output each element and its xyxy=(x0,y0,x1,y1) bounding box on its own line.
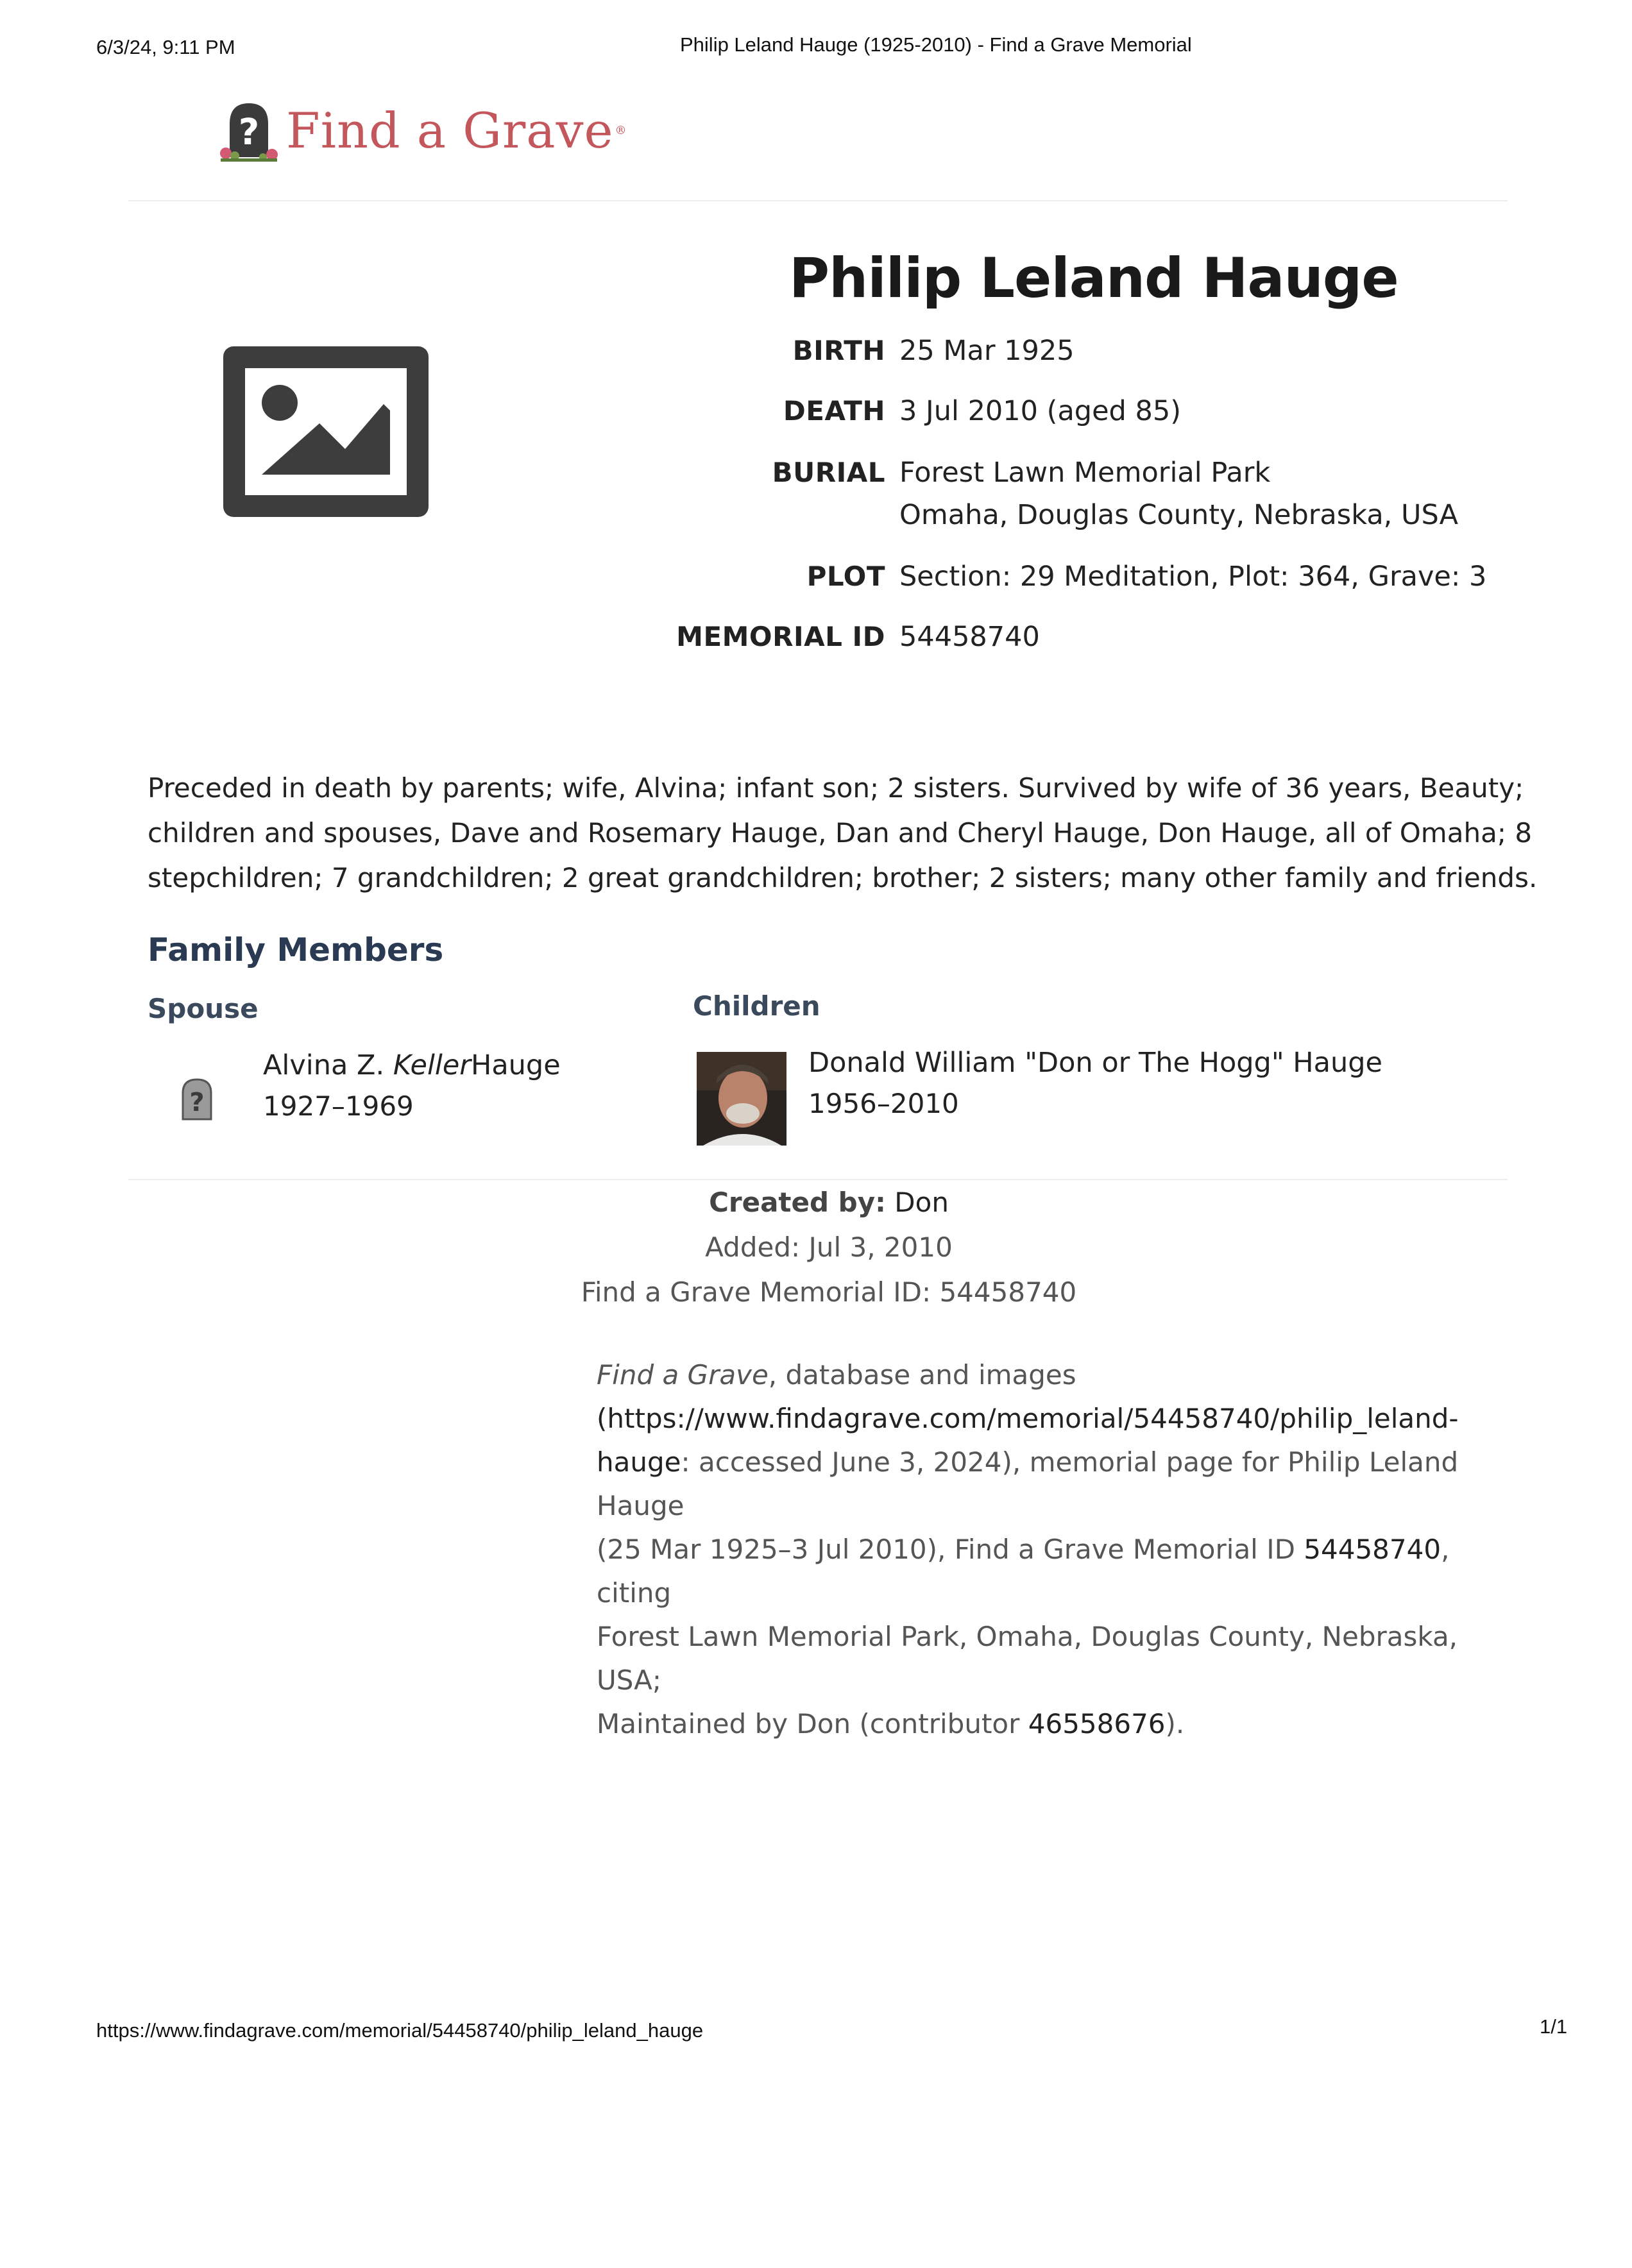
citation-line6-end: ). xyxy=(1165,1708,1185,1739)
created-by-label: Created by: xyxy=(709,1187,886,1218)
burial-label: BURIAL xyxy=(772,457,885,488)
child-dates: 1956–2010 xyxy=(808,1088,959,1119)
memorial-bio: Preceded in death by parents; wife, Alvina; infant son; 2 sisters. Survived by wife of 36 years, Beauty; children and spouses, Dave and Rosemary Hauge, Dan and Cheryl Hauge, Don Hauge, all of Omaha; 8 stepchildren; 7 grandchildren; 2 great grandchildren; brother; 2 sisters; many other family and friends. xyxy=(148,772,1538,893)
citation-url-line1[interactable]: (https://www.findagrave.com/memorial/54458740/philip_leland- xyxy=(597,1403,1459,1434)
family-members-heading: Family Members xyxy=(148,931,444,969)
find-a-grave-memorial-id: Find a Grave Memorial ID: 54458740 xyxy=(581,1276,1077,1308)
birth-label: BIRTH xyxy=(792,335,885,366)
citation-line6: Maintained by Don (contributor xyxy=(597,1708,1028,1739)
citation-memorial-id: 54458740 xyxy=(1304,1534,1441,1565)
memorial-id-value: 54458740 xyxy=(899,621,1040,653)
created-by xyxy=(508,1187,1150,1218)
citation-url-line2[interactable]: hauge xyxy=(597,1446,681,1478)
svg-text:?: ? xyxy=(238,112,260,153)
find-a-grave-logo[interactable] xyxy=(218,95,627,165)
print-footer-page: 1/1 xyxy=(1540,2015,1568,2038)
spouse-heading: Spouse xyxy=(148,993,259,1024)
svg-text:?: ? xyxy=(189,1088,205,1117)
print-datetime: 6/3/24, 9:11 PM xyxy=(96,36,235,58)
print-page-title: Philip Leland Hauge (1925-2010) - Find a Grave Memorial xyxy=(680,33,1192,56)
memorial-photo[interactable] xyxy=(223,346,429,520)
child-photo[interactable] xyxy=(697,1052,786,1148)
print-footer-url: https://www.findagrave.com/memorial/54458740/philip_leland_hauge xyxy=(96,2019,704,2042)
spouse-maiden-name: Keller xyxy=(393,1049,471,1081)
citation-contributor-id: 46558676 xyxy=(1028,1708,1166,1739)
memorial-id-label: MEMORIAL ID xyxy=(676,621,885,652)
citation-part2: : accessed June 3, 2024), memorial page for Philip Leland Hauge xyxy=(597,1446,1459,1521)
citation-line5: Forest Lawn Memorial Park, Omaha, Douglas County, Nebraska, USA; xyxy=(597,1621,1458,1696)
citation-line4-end: , citing xyxy=(597,1534,1450,1609)
plot-value: Section: 29 Meditation, Plot: 364, Grave: 3 xyxy=(899,561,1487,593)
header-divider xyxy=(128,200,1508,201)
citation-part1: , database and images xyxy=(768,1359,1076,1391)
plot-label: PLOT xyxy=(806,561,885,592)
spouse-dates: 1927–1969 xyxy=(263,1090,414,1122)
burial-cemetery-link[interactable]: Forest Lawn Memorial Park xyxy=(899,457,1271,489)
spouse-first-name: Alvina Z. xyxy=(263,1049,385,1081)
death-value: 3 Jul 2010 (aged 85) xyxy=(899,395,1182,427)
citation-source: Find a Grave xyxy=(597,1359,769,1391)
added-date: Added: Jul 3, 2010 xyxy=(705,1231,953,1263)
citation-line4: (25 Mar 1925–3 Jul 2010), Find a Grave Memorial ID xyxy=(597,1534,1304,1565)
headstone-unknown-icon xyxy=(181,1078,213,1121)
logo-text: Find a Grave xyxy=(286,101,614,159)
family-divider xyxy=(128,1179,1508,1180)
find-a-grave-logo-icon xyxy=(218,98,280,162)
logo-trademark: ® xyxy=(615,123,627,137)
created-by-value[interactable]: Don xyxy=(894,1187,949,1218)
burial-location: Omaha, Douglas County, Nebraska, USA xyxy=(899,499,1459,531)
person-photo-thumbnail xyxy=(697,1052,786,1146)
image-placeholder-icon xyxy=(223,346,429,517)
birth-value: 25 Mar 1925 xyxy=(899,335,1075,367)
spouse-icon-wrap[interactable] xyxy=(181,1078,213,1124)
memorial-name: Philip Leland Hauge xyxy=(789,246,1398,310)
citation-block xyxy=(597,1353,1508,1746)
spouse-last-name: Hauge xyxy=(470,1049,561,1081)
child-name-link[interactable]: Donald William "Don or The Hogg" Hauge xyxy=(808,1047,1382,1079)
spouse-name-link[interactable] xyxy=(263,1049,561,1081)
children-heading: Children xyxy=(693,990,820,1022)
death-label: DEATH xyxy=(783,395,885,427)
